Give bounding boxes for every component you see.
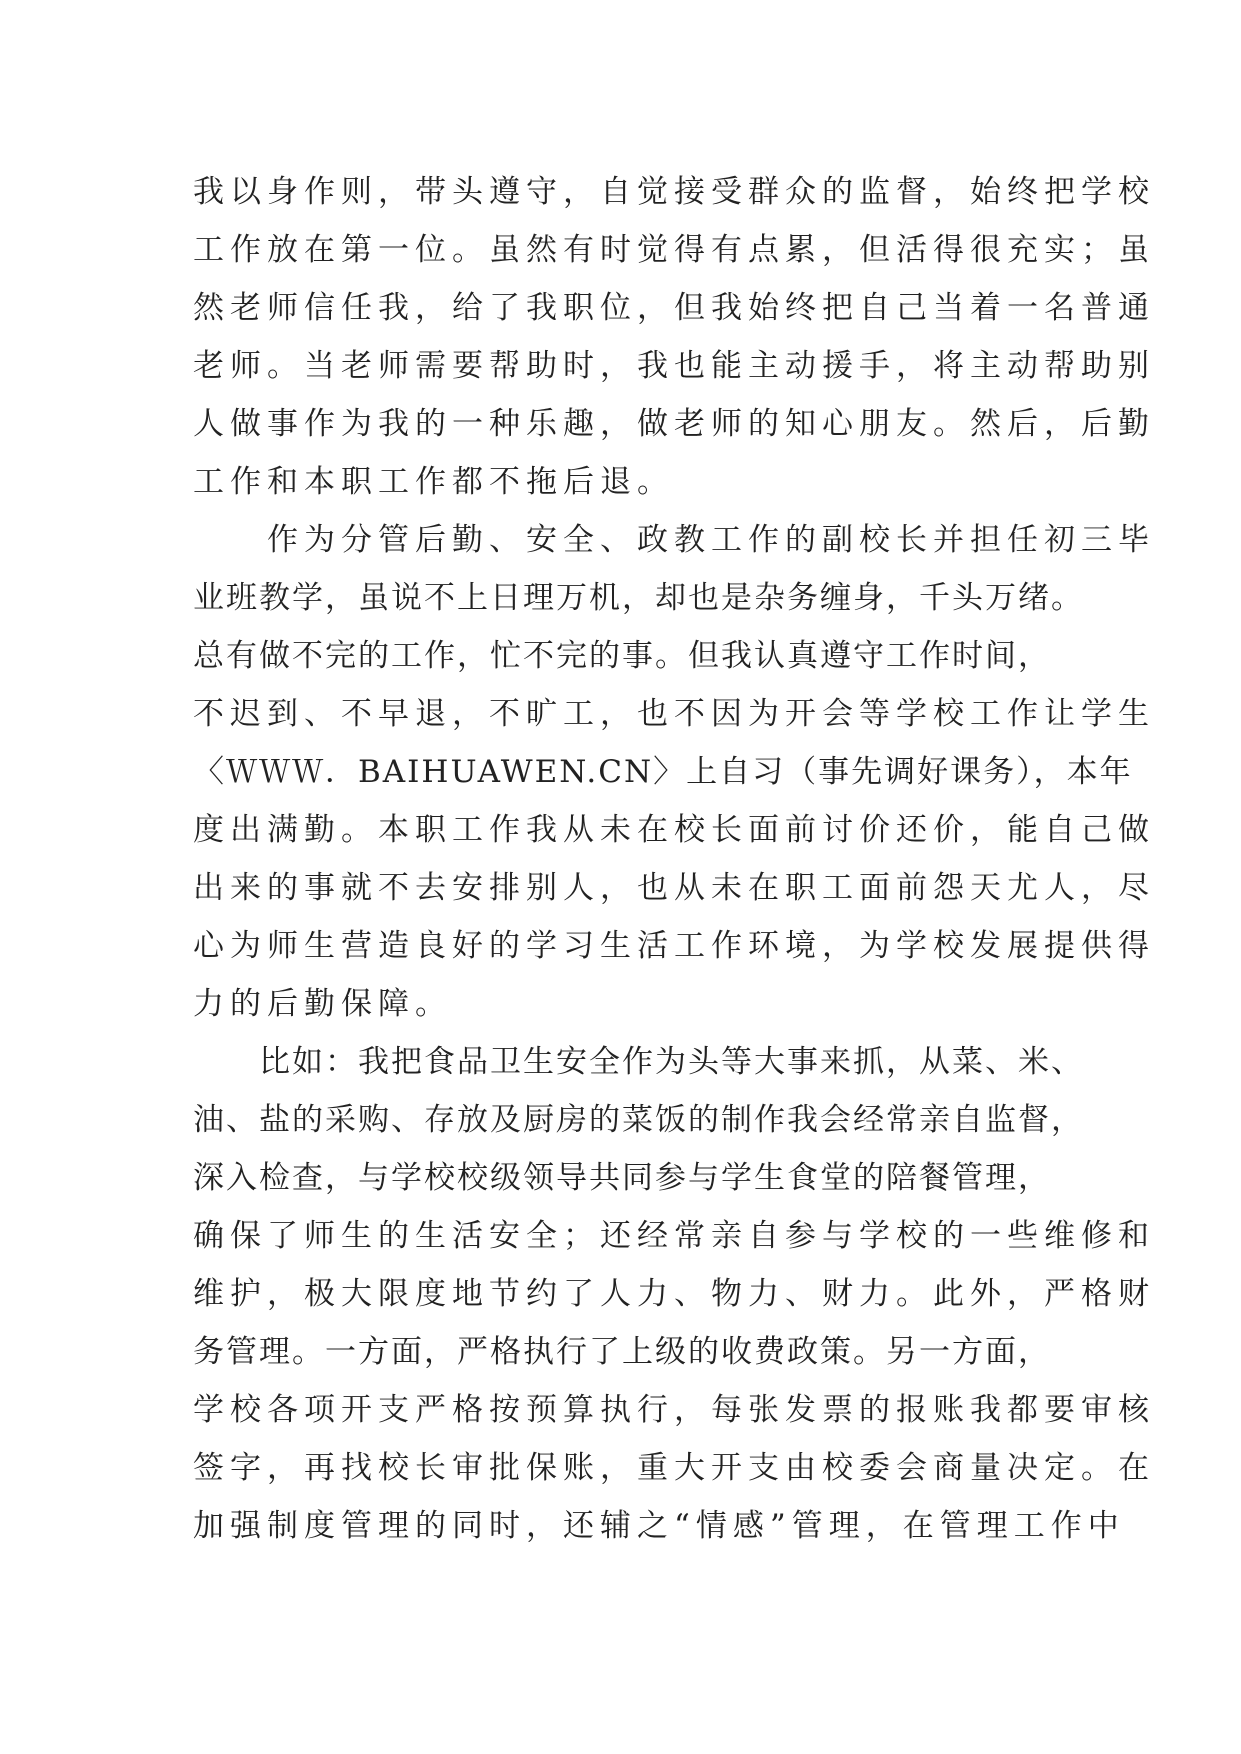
document-body bbox=[193, 163, 1155, 1555]
text-line: 学校各项开支严格按预算执行，每张发票的报账我都要审核 bbox=[193, 1392, 1155, 1428]
text-line: 工作和本职工作都不拖后退。 bbox=[193, 464, 674, 500]
text-line: 然老师信任我，给了我职位，但我始终把自己当着一名普通 bbox=[193, 290, 1155, 326]
text-line: 比如：我把食品卫生安全作为头等大事来抓，从菜、米、 bbox=[193, 1044, 1084, 1080]
text-line: 我以身作则，带头遵守，自觉接受群众的监督，始终把学校 bbox=[193, 174, 1155, 210]
text-line: 油、盐的采购、存放及厨房的菜饭的制作我会经常亲自监督， bbox=[193, 1102, 1084, 1138]
text-line: 不迟到、不早退，不旷工，也不因为开会等学校工作让学生 bbox=[193, 696, 1155, 732]
text-line: 维护，极大限度地节约了人力、物力、财力。此外，严格财 bbox=[193, 1276, 1155, 1312]
text-line: 老师。当老师需要帮助时，我也能主动援手，将主动帮助别 bbox=[193, 348, 1155, 384]
text-line: 作为分管后勤、安全、政教工作的副校长并担任初三毕 bbox=[193, 522, 1155, 558]
text-line: 确保了师生的生活安全；还经常亲自参与学校的一些维修和 bbox=[193, 1218, 1155, 1254]
text-line: 务管理。一方面，严格执行了上级的收费政策。另一方面， bbox=[193, 1334, 1051, 1370]
text-line: 加强制度管理的同时，还辅之“情感”管理，在管理工作中 bbox=[193, 1508, 1125, 1544]
text-line: 签字，再找校长审批保账，重大开支由校委会商量决定。在 bbox=[193, 1450, 1155, 1486]
text-line: 度出满勤。本职工作我从未在校长面前讨价还价，能自己做 bbox=[193, 812, 1155, 848]
text-line: 〈ＷＷＷ．BAIHUAWEN.CN〉上自习（事先调好课务），本年 bbox=[193, 754, 1133, 790]
text-line: 总有做不完的工作，忙不完的事。但我认真遵守工作时间， bbox=[193, 638, 1051, 674]
text-line: 出来的事就不去安排别人，也从未在职工面前怨天尤人，尽 bbox=[193, 870, 1155, 906]
text-line: 心为师生营造良好的学习生活工作环境，为学校发展提供得 bbox=[193, 928, 1155, 964]
text-line: 力的后勤保障。 bbox=[193, 986, 452, 1022]
text-line: 工作放在第一位。虽然有时觉得有点累，但活得很充实；虽 bbox=[193, 232, 1155, 268]
text-line: 人做事作为我的一种乐趣，做老师的知心朋友。然后，后勤 bbox=[193, 406, 1155, 442]
text-line: 业班教学，虽说不上日理万机，却也是杂务缠身，千头万绪。 bbox=[193, 580, 1084, 616]
text-line: 深入检查，与学校校级领导共同参与学生食堂的陪餐管理， bbox=[193, 1160, 1051, 1196]
